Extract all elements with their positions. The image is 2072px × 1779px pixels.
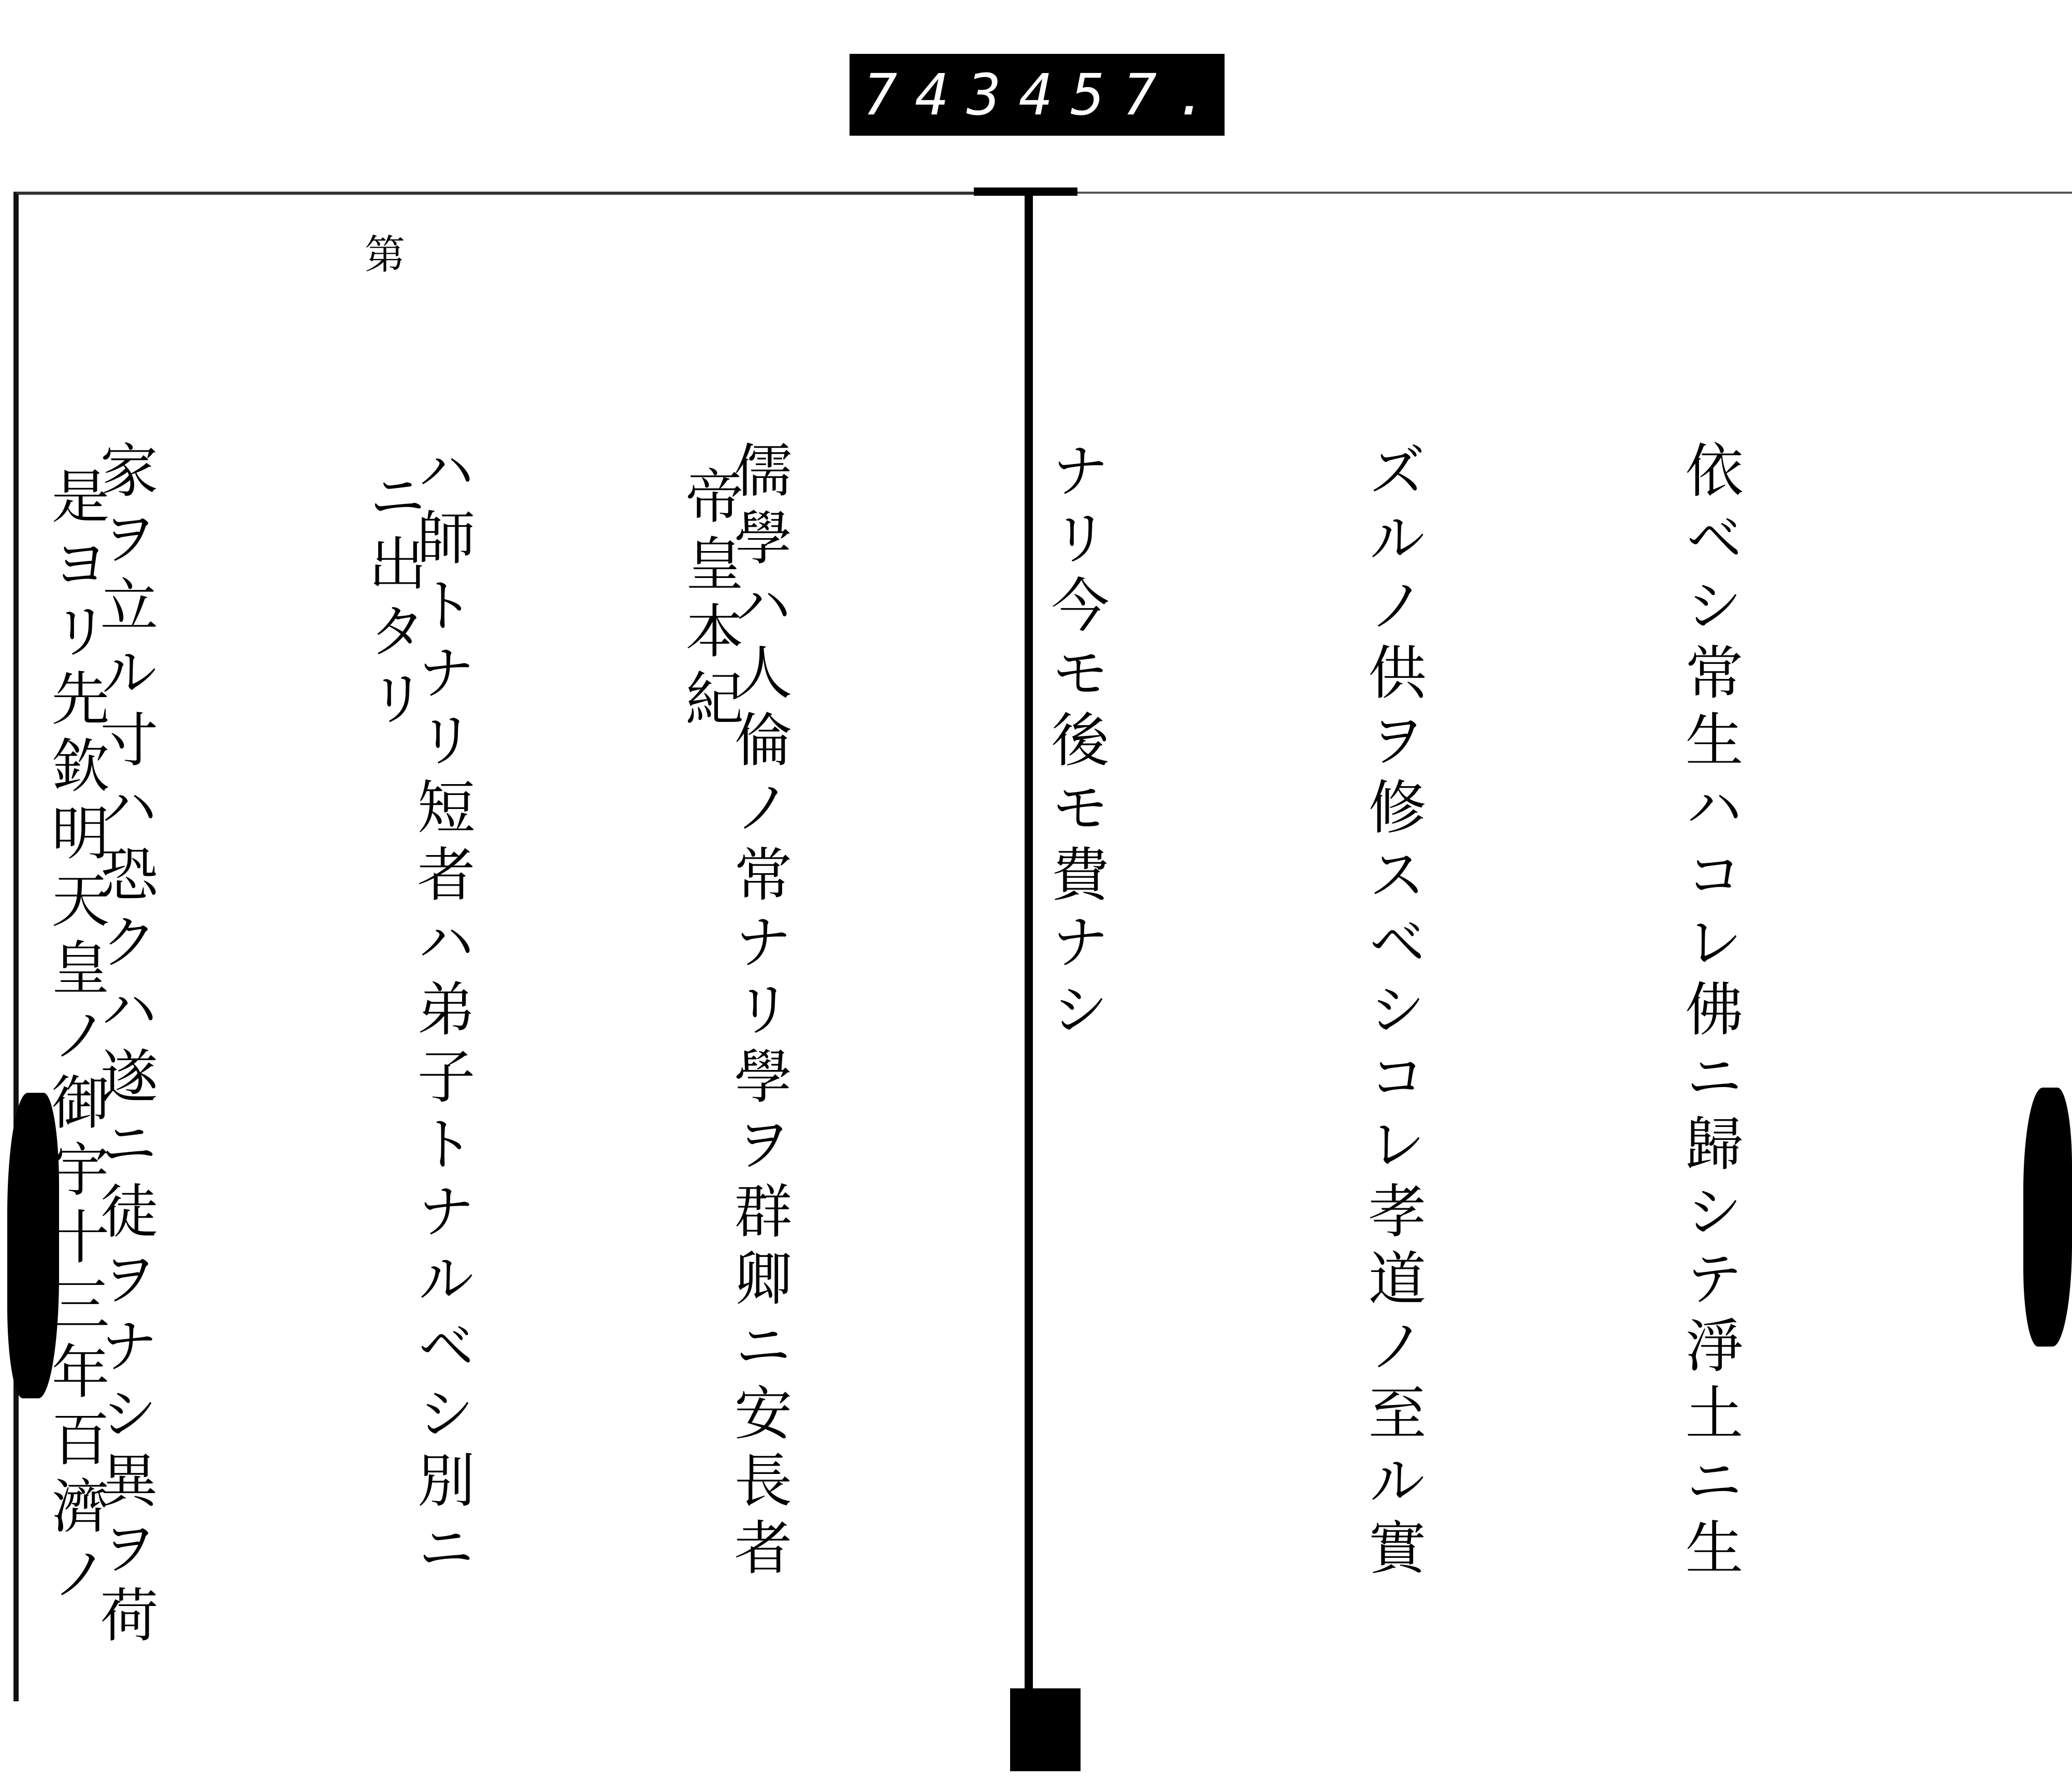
text-column: 帝皇本紀 — [676, 466, 743, 735]
binding-foot — [1010, 1688, 1081, 1771]
text-column: 儒學ハ人倫ノ常ナリ學ヲ群卿ニ安長者 — [725, 440, 792, 1585]
text-column: ナリ今モ後モ費ナシ — [1042, 440, 1109, 1046]
text-column: ハ師トナリ短者ハ弟子トナルベシ別ニ — [408, 440, 475, 1585]
catalog-number-left: 743 — [863, 62, 1019, 128]
catalog-number-right: 457. — [1018, 62, 1227, 128]
text-column: 依ベシ常生ハコレ佛ニ歸シテ淨土ニ生 — [1676, 440, 1743, 1585]
binding-clip-right — [2023, 1088, 2072, 1347]
page-marker: 第 — [358, 233, 405, 273]
text-column: ズルノ供ヲ修スベシコレ孝道ノ至ル實 — [1359, 440, 1426, 1585]
text-column: 家ヲ立ル寸ハ恐クハ遂ニ徒ヲナシ異ヲ荷 — [91, 440, 158, 1652]
text-column: ニ出タリ — [359, 466, 426, 735]
text-column: 是ヨリ先欽明天皇ノ御宇十三年百濟ノ — [42, 466, 109, 1611]
catalog-number-label — [850, 54, 1225, 136]
